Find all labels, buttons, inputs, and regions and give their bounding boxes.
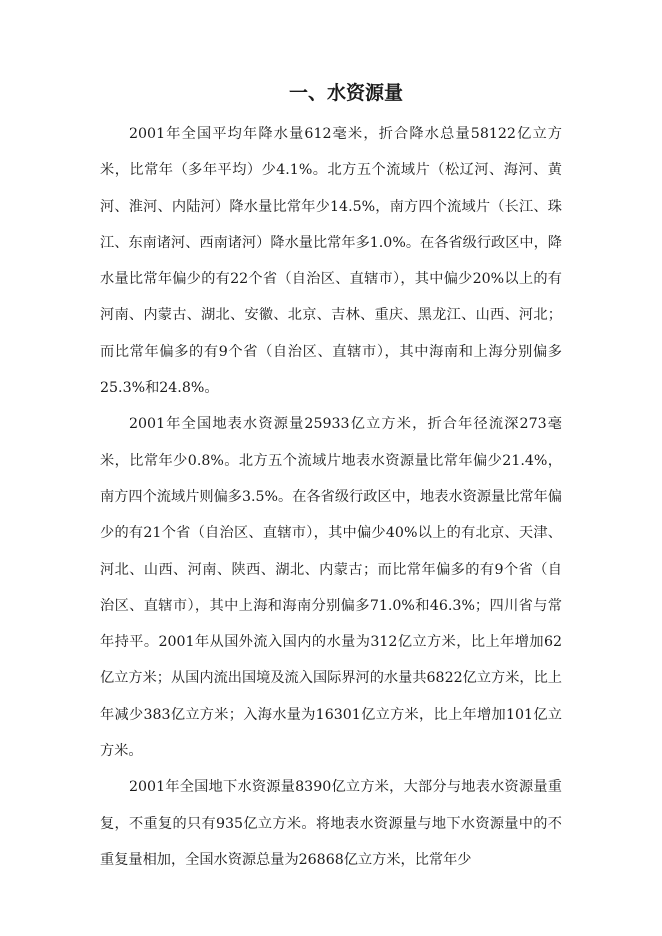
paragraph-groundwater: 2001年全国地下水资源量8390亿立方米，大部分与地表水资源量重复，不重复的只有935亿立方米。将地表水资源量与地下水资源量中的不重复量相加，全国水资源总量为26868亿立方米，比常年少 — [100, 779, 562, 868]
document-body — [100, 116, 562, 878]
paragraph-surface-water: 2001年全国地表水资源量25933亿立方米，折合年径流深273毫米，比常年少0.8%。北方五个流域片地表水资源量比常年偏少21.4%，南方四个流域片则偏多3.5%。在各省级行政区中，地表水资源量比常年偏少的有21个省（自治区、直辖市），其中偏少40%以上的有北京、天津、河北、山西、河南、陕西、湖北、内蒙古；而比常年偏多的有9个省（自治区、直辖市），其中上海和海南分别偏多71.0%和46.3%；四川省与常年持平。2001年从国外流入国内的水量为312亿立方米，比上年增加62亿立方米；从国内流出国境及流入国际界河的水量共6822亿立方米，比上年减少383亿立方米；入海水量为16301亿立方米，比上年增加101亿立方米。 — [100, 416, 562, 760]
paragraph-precipitation: 2001年全国平均年降水量612毫米，折合降水总量58122亿立方米，比常年（多年平均）少4.1%。北方五个流域片（松辽河、海河、黄河、淮河、内陆河）降水量比常年少14.5%，南方四个流域片（长江、珠江、东南诸河、西南诸河）降水量比常年多1.0%。在各省级行政区中，降水量比常年偏少的有22个省（自治区、直辖市），其中偏少20%以上的有河南、内蒙古、湖北、安徽、北京、吉林、重庆、黑龙江、山西、河北；而比常年偏多的有9个省（自治区、直辖市），其中海南和上海分别偏多25.3%和24.8%。 — [100, 126, 562, 397]
section-title: 一、水资源量 — [288, 82, 403, 104]
